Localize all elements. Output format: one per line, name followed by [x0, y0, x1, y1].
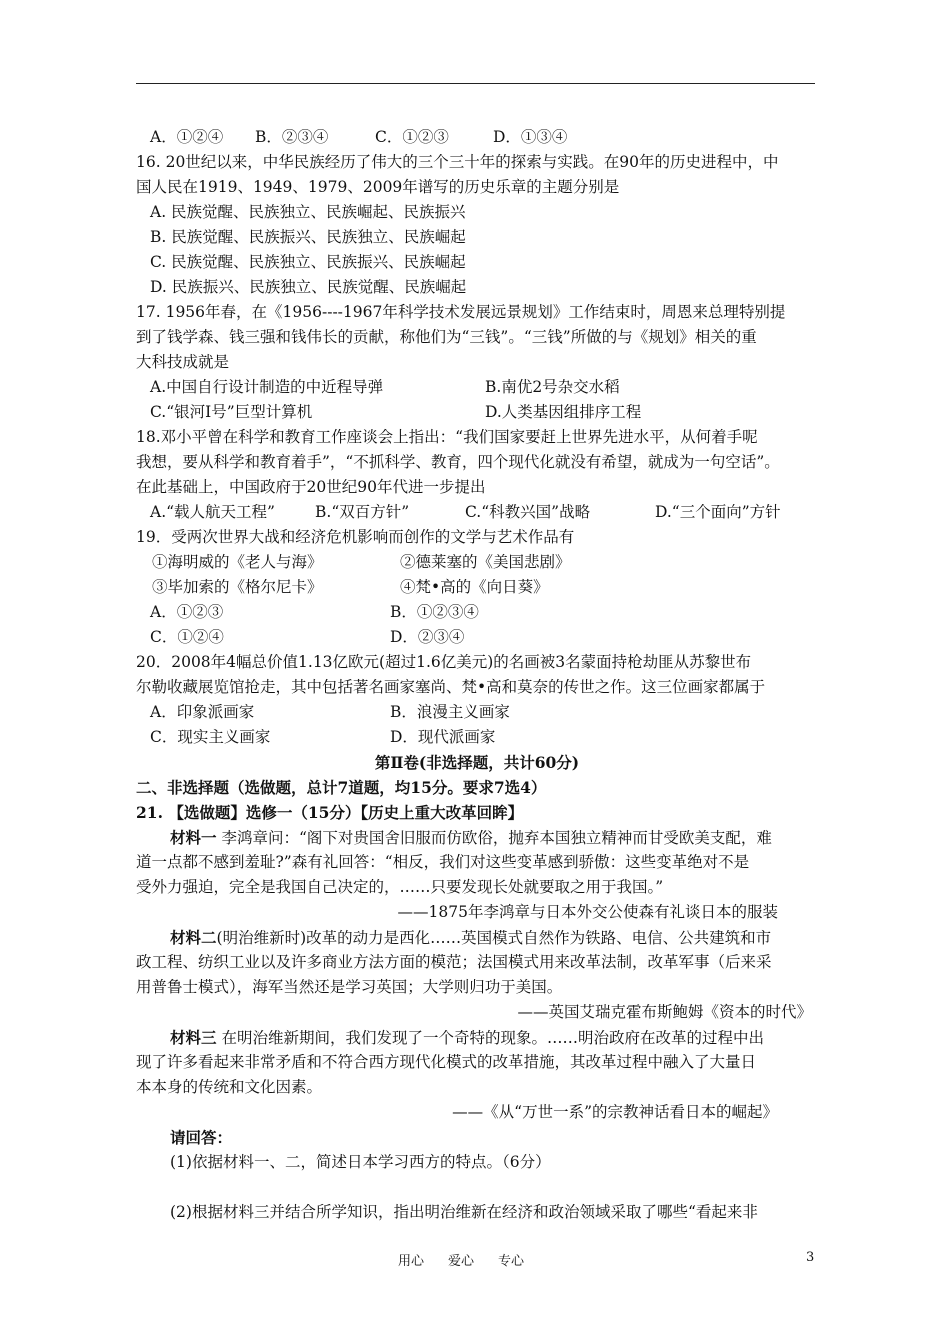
q21-material-3-line: 本本身的传统和文化因素。 [136, 1078, 323, 1096]
q21-material-2: 材料二(明治维新时)改革的动力是西化……英国模式自然作为铁路、电信、公共建筑和市 [170, 928, 772, 947]
q19-option: C．①②④ [150, 628, 224, 646]
q18-stem: 18.邓小平曾在科学和教育工作座谈会上指出：“我们国家要赶上世界先进水平，从何着手呢 [136, 428, 758, 446]
q21-material-3: 材料三 在明治维新期间，我们发现了一个奇特的现象。……明治政府在改革的过程中出 [170, 1028, 764, 1047]
material-label: 材料二 [170, 928, 217, 947]
q19-option: A．①②③ [150, 603, 224, 621]
q21-material-3-source: ——《从“万世一系”的宗教神话看日本的崛起》 [452, 1103, 778, 1121]
q20-stem: 尔勒收藏展览馆抢走，其中包括著名画家塞尚、梵•高和莫奈的传世之作。这三位画家都属于 [136, 678, 766, 696]
q17-stem: 17. 1956年春，在《1956----1967年科学技术发展远景规划》工作结束时，周恩来总理特别提 [136, 303, 786, 321]
q17-stem: 到了钱学森、钱三强和钱伟长的贡献，称他们为“三钱”。“三钱”所做的与《规划》相关的重 [136, 328, 757, 346]
q17-options-row [136, 400, 818, 425]
q21-subquestion-1: (1)依据材料一、二，简述日本学习西方的特点。（6分） [170, 1153, 551, 1171]
q16-stem: 16. 20世纪以来，中华民族经历了伟大的三个三十年的探索与实践。在90年的历史进程中，中 [136, 153, 779, 171]
q18-stem: 我想，要从科学和教育着手”，“不抓科学、教育，四个现代化就没有希望，就成为一句空话”。 [136, 453, 780, 471]
footer-motto-word: 用心 [398, 1254, 425, 1269]
answer-prompt: 请回答： [170, 1128, 233, 1147]
part2-section-heading: 二、非选择题（选做题，总计7道题，均15分。要求7选4） [136, 778, 547, 797]
q17-stem: 大科技成就是 [136, 353, 230, 371]
page-content [136, 125, 818, 1225]
q16-option: A. 民族觉醒、民族独立、民族崛起、民族振兴 [150, 203, 466, 221]
q15-option: B．②③④ [255, 128, 329, 146]
q18-option: D.“三个面向”方针 [655, 503, 781, 521]
q17-option: D.人类基因组排序工程 [485, 403, 642, 421]
q19-item: ①海明威的《老人与海》 [152, 553, 323, 571]
q16-option: B. 民族觉醒、民族振兴、民族独立、民族崛起 [150, 228, 466, 246]
q16-option: C. 民族觉醒、民族独立、民族振兴、民族崛起 [150, 253, 466, 271]
q21-material-1: 材料一 李鸿章问：“阁下对贵国舍旧服而仿欧俗，抛弃本国独立精神而甘受欧美支配，难 [170, 828, 772, 847]
header-rule [136, 83, 815, 84]
material-label: 材料一 [170, 828, 217, 847]
q15-option: C．①②③ [375, 128, 449, 146]
page-number: 3 [806, 1250, 815, 1265]
q18-option: C.“科教兴国”战略 [465, 503, 591, 521]
q20-stem: 20．2008年4幅总价值1.13亿欧元(超过1.6亿美元)的名画被3名蒙面持枪劫匪从苏黎世布 [136, 653, 752, 671]
q15-option: D．①③④ [493, 128, 568, 146]
q20-option: A．印象派画家 [150, 703, 255, 721]
q19-item: ②德莱塞的《美国悲剧》 [400, 553, 571, 571]
q21-material-1-source: ——1875年李鸿章与日本外交公使森有礼谈日本的服装 [397, 903, 778, 921]
q21-material-2-line: 用普鲁士模式），海军当然还是学习英国；大学则归功于美国。 [136, 978, 563, 996]
q19-items-row [136, 550, 818, 575]
q21-material-2-line: 政工程、纺织工业以及许多商业方法方面的模范；法国模式用来改革法制，改革军事（后来采 [136, 953, 772, 971]
q18-options [136, 500, 818, 525]
q21-subquestion-2: (2)根据材料三并结合所学知识，指出明治维新在经济和政治领域采取了哪些“看起来非 [170, 1203, 758, 1221]
q17-options-row [136, 375, 818, 400]
q16-stem: 国人民在1919、1949、1979、2009年谱写的历史乐章的主题分别是 [136, 178, 620, 196]
q19-items-row [136, 575, 818, 600]
q19-option: D．②③④ [390, 628, 465, 646]
q15-option: A．①②④ [150, 128, 224, 146]
q20-option: D．现代派画家 [390, 728, 496, 746]
q19-item: ③毕加索的《格尔尼卡》 [152, 578, 323, 596]
q20-option: C．现实主义画家 [150, 728, 271, 746]
footer-motto [398, 1250, 548, 1269]
q18-option: B.“双百方针” [315, 503, 410, 521]
q21-material-3-line: 现了许多看起来非常矛盾和不符合西方现代化模式的改革措施，其改革过程中融入了大量日 [136, 1053, 757, 1071]
footer-motto-word: 爱心 [448, 1254, 475, 1269]
q20-options-row [136, 725, 818, 750]
q17-option: A.中国自行设计制造的中近程导弹 [150, 378, 384, 396]
part2-title: 第Ⅱ卷(非选择题，共计60分) [374, 753, 580, 772]
q19-stem: 19．受两次世界大战和经济危机影响而创作的文学与艺术作品有 [136, 528, 575, 546]
q17-option: C.“银河Ⅰ号”巨型计算机 [150, 403, 313, 421]
q19-options-row [136, 600, 818, 625]
q15-options [136, 125, 818, 150]
q19-item: ④梵•高的《向日葵》 [400, 578, 549, 596]
q19-option: B．①②③④ [390, 603, 479, 621]
q21-material-2-source: ——英国艾瑞克霍布斯鲍姆《资本的时代》 [517, 1003, 812, 1021]
q19-options-row [136, 625, 818, 650]
answer-space [136, 1175, 818, 1200]
q21-material-1-line: 受外力强迫，完全是我国自己决定的，……只要发现长处就要取之用于我国。” [136, 878, 664, 896]
q20-option: B．浪漫主义画家 [390, 703, 510, 721]
q16-option: D. 民族振兴、民族独立、民族觉醒、民族崛起 [150, 278, 467, 296]
q21-header: 21. 【选做题】选修一（15分）【历史上重大改革回眸】 [136, 803, 524, 822]
q17-option: B.南优2号杂交水稻 [485, 378, 620, 396]
q21-material-1-line: 道一点都不感到羞耻?”森有礼回答：“相反，我们对这些变革感到骄傲：这些变革绝对不是 [136, 853, 750, 871]
footer-motto-word: 专心 [498, 1254, 525, 1269]
q18-stem: 在此基础上，中国政府于20世纪90年代进一步提出 [136, 478, 486, 496]
q20-options-row [136, 700, 818, 725]
material-label: 材料三 [170, 1028, 217, 1047]
q18-option: A.“载人航天工程” [150, 503, 275, 521]
